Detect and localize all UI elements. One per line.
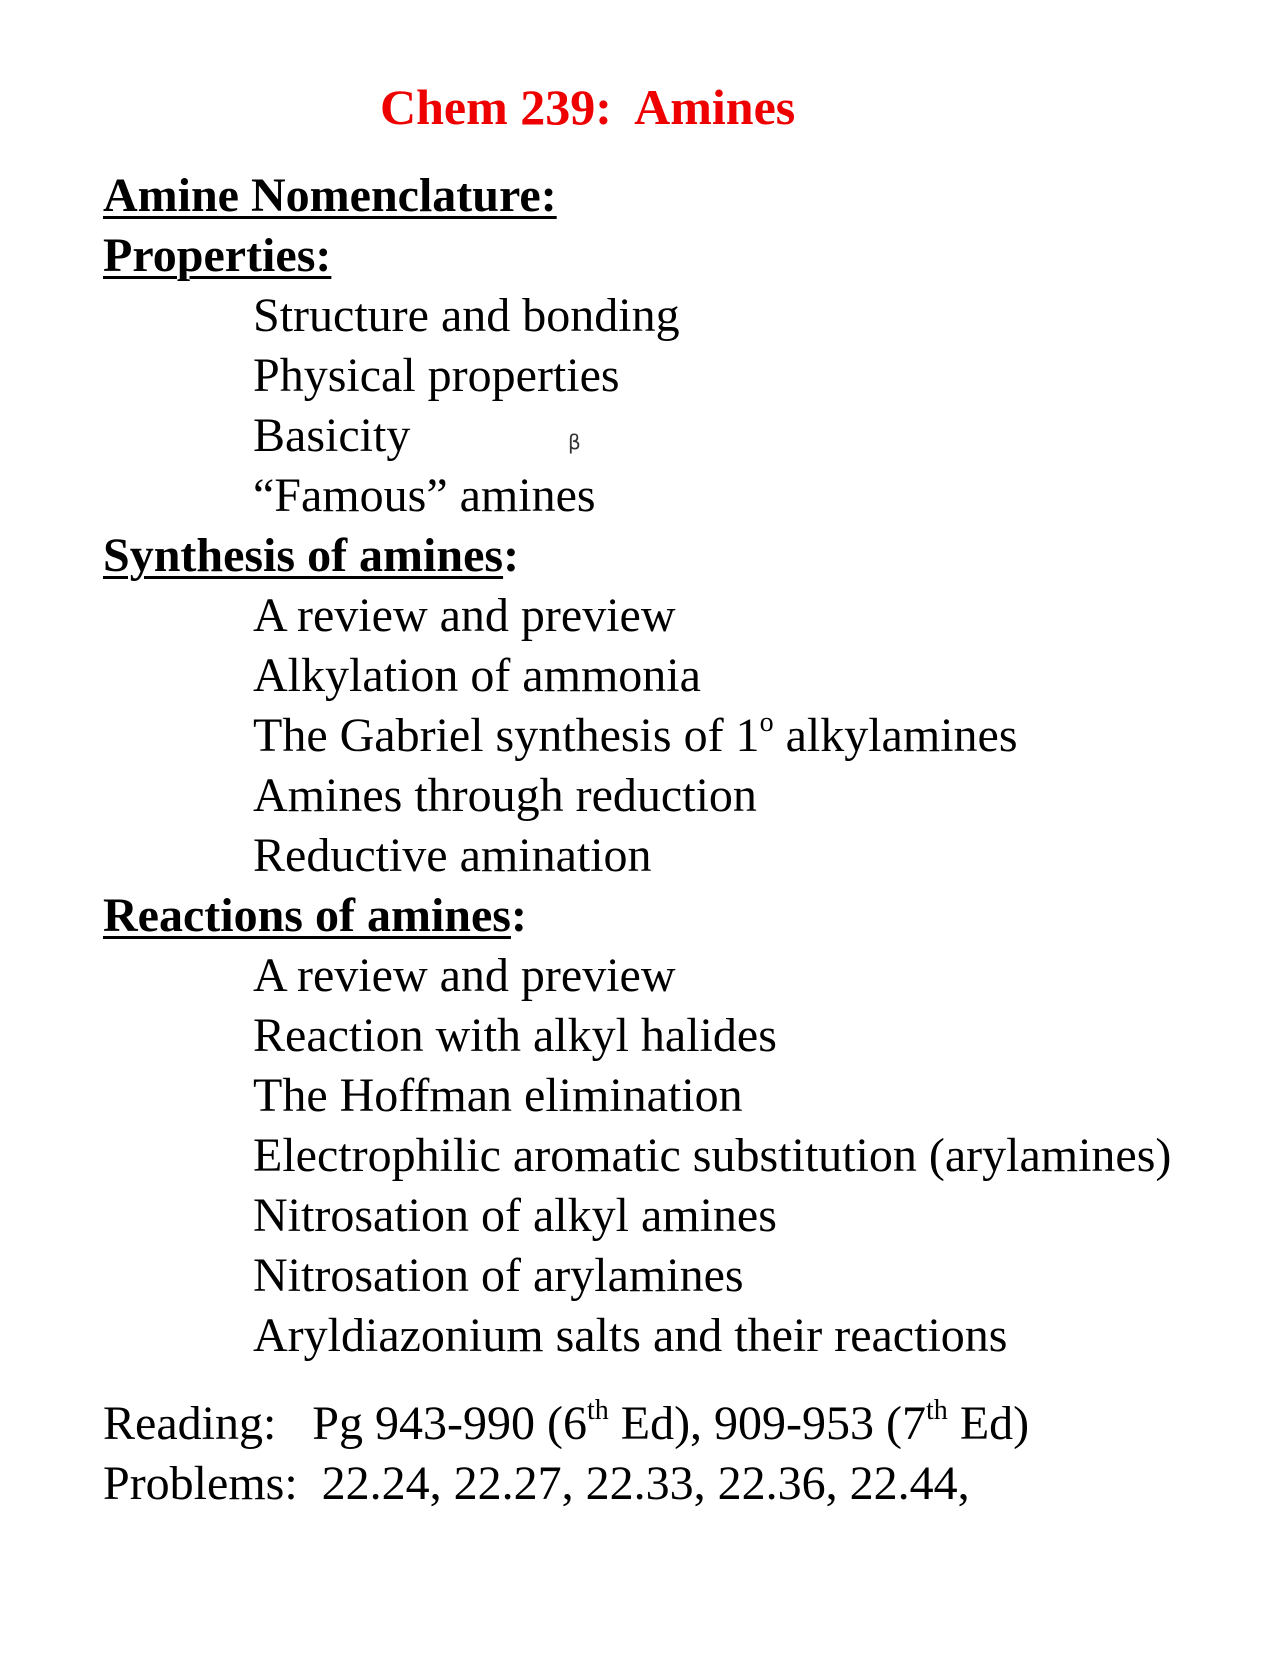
- list-item: Electrophilic aromatic substitution (arylamines): [253, 1129, 1172, 1182]
- reading-part1: Pg 943-990 (6: [312, 1397, 587, 1450]
- degree-superscript: o: [759, 707, 774, 738]
- list-item: The Hoffman elimination: [253, 1069, 743, 1122]
- list-item: Nitrosation of alkyl amines: [253, 1189, 777, 1242]
- list-item: Alkylation of ammonia: [253, 649, 701, 702]
- properties-heading-text: Properties:: [103, 229, 332, 282]
- beta-symbol: β: [568, 430, 581, 454]
- list-item: A review and preview: [253, 949, 676, 1002]
- list-item: Amines through reduction: [253, 769, 757, 822]
- reactions-heading-colon: :: [510, 889, 527, 942]
- nomenclature-heading-text: Amine Nomenclature:: [103, 169, 557, 222]
- list-item: Basicity: [253, 409, 411, 462]
- list-item: Aryldiazonium salts and their reactions: [253, 1309, 1008, 1362]
- reading-sup1: th: [586, 1395, 609, 1426]
- problems-label: Problems:: [103, 1457, 322, 1510]
- gabriel-text: The Gabriel synthesis of 1: [253, 709, 760, 762]
- reading-label: Reading:: [103, 1397, 313, 1450]
- list-item: Physical properties: [253, 349, 620, 402]
- list-item: Reaction with alkyl halides: [253, 1009, 777, 1062]
- list-item: A review and preview: [253, 589, 676, 642]
- list-item: Nitrosation of arylamines: [253, 1249, 744, 1302]
- reading-part3: Ed): [947, 1397, 1030, 1450]
- problems-list: 22.24, 22.27, 22.33, 22.36, 22.44,: [321, 1457, 970, 1510]
- reading-sup2: th: [926, 1395, 948, 1426]
- reading-part2: Ed), 909-953 (7: [608, 1397, 927, 1450]
- problems-line: [103, 1457, 970, 1510]
- page-title: Chem 239: Amines: [380, 79, 796, 135]
- list-item: Structure and bonding: [253, 289, 680, 342]
- synthesis-heading-text: Synthesis of amines: [103, 529, 504, 582]
- list-item: “Famous” amines: [253, 469, 596, 522]
- gabriel-tail: alkylamines: [773, 709, 1018, 762]
- reactions-heading-text: Reactions of amines: [103, 889, 511, 942]
- reading-line: [103, 1395, 1030, 1450]
- list-item: Reductive amination: [253, 829, 652, 882]
- synthesis-heading-colon: :: [503, 529, 520, 582]
